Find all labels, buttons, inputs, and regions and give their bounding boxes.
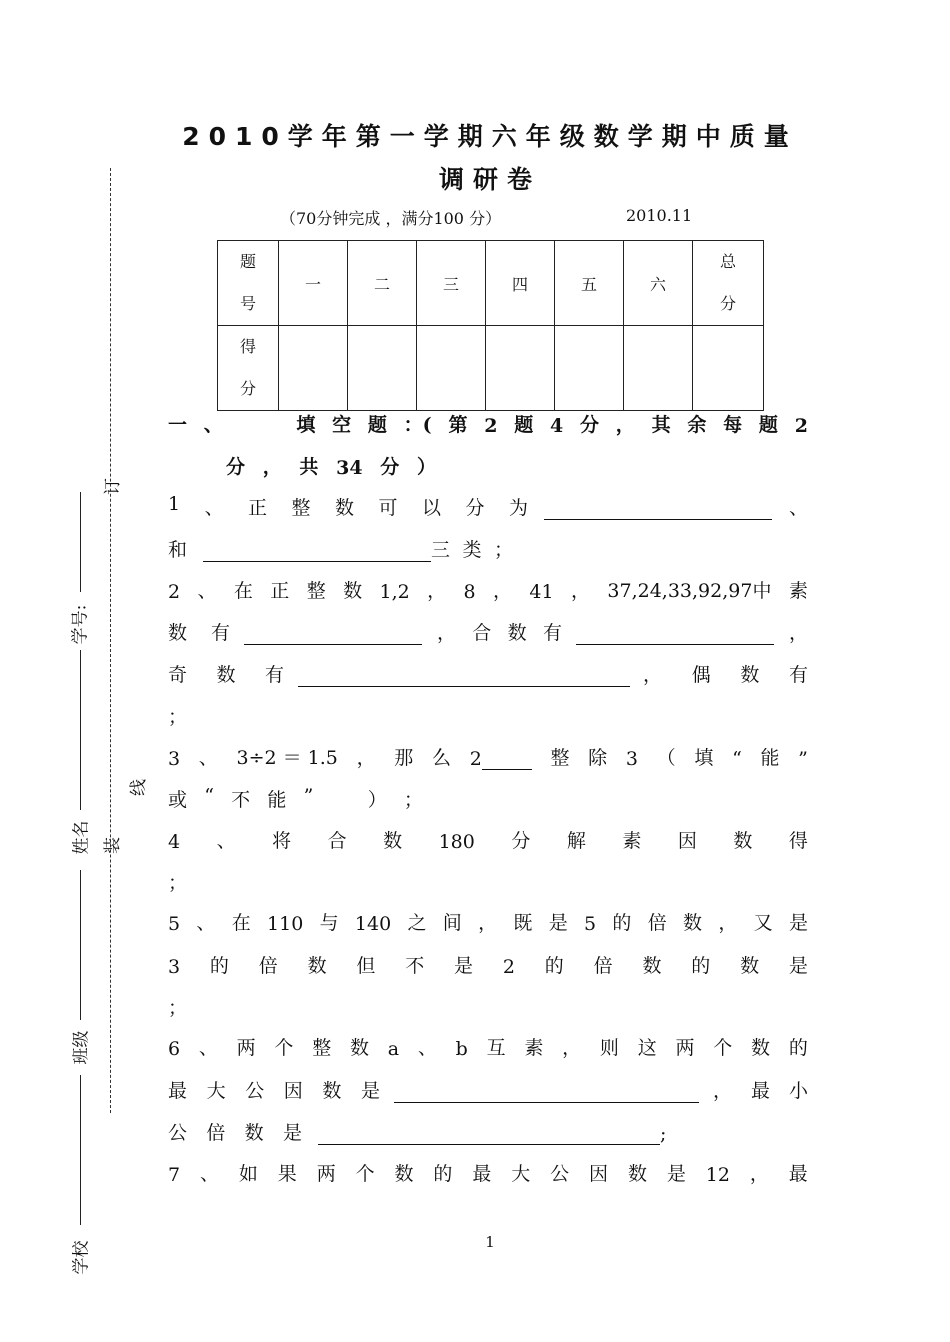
t: 2 bbox=[469, 748, 482, 770]
page-title-line2: 调研卷 bbox=[438, 165, 541, 194]
t: 既 bbox=[513, 912, 533, 934]
label-char: 分 bbox=[719, 294, 736, 313]
t: 是 bbox=[454, 955, 474, 977]
t: 数 bbox=[349, 1037, 369, 1059]
q2-line3 bbox=[168, 660, 808, 687]
t: 、 bbox=[198, 747, 218, 769]
t: 题 bbox=[367, 414, 387, 436]
t: 数 bbox=[383, 830, 403, 852]
exam-date: 2010.11 bbox=[626, 206, 693, 225]
t: 不 bbox=[231, 789, 251, 811]
t: 5 bbox=[584, 913, 597, 935]
t: 题 bbox=[514, 414, 534, 436]
t: 数 bbox=[335, 497, 355, 519]
t: 2 bbox=[794, 415, 808, 437]
t: 类 bbox=[462, 539, 482, 561]
answer-blank[interactable] bbox=[318, 1124, 660, 1145]
t: 一 bbox=[168, 414, 188, 436]
t: 空 bbox=[332, 414, 352, 436]
t: 、 bbox=[417, 1037, 437, 1059]
score-cell[interactable] bbox=[279, 326, 348, 411]
q7-line1 bbox=[168, 1159, 808, 1186]
t: 如 bbox=[238, 1163, 258, 1185]
t: “ bbox=[204, 785, 214, 807]
q3-line2 bbox=[168, 785, 808, 812]
answer-blank[interactable] bbox=[544, 499, 772, 520]
t: 140 bbox=[354, 913, 392, 935]
t: 数 bbox=[168, 622, 188, 644]
t: 数 bbox=[733, 830, 753, 852]
t: ” bbox=[798, 748, 808, 770]
t: 与 bbox=[319, 912, 339, 934]
answer-blank[interactable] bbox=[576, 624, 774, 645]
t: ） bbox=[367, 789, 387, 811]
score-table bbox=[217, 240, 764, 411]
t: 的 bbox=[788, 1037, 808, 1059]
t: 数 bbox=[216, 664, 236, 686]
t: 3 bbox=[168, 748, 181, 770]
t: 37,24,33,92,97中 bbox=[607, 580, 772, 602]
t: 数 bbox=[343, 580, 363, 602]
cell-total bbox=[693, 241, 764, 326]
score-cell[interactable] bbox=[693, 326, 764, 411]
t: 最 bbox=[472, 1163, 492, 1185]
t: 个 bbox=[274, 1037, 294, 1059]
t: 其 bbox=[651, 414, 671, 436]
t: 是 bbox=[548, 912, 568, 934]
t: 偶 bbox=[691, 664, 711, 686]
t: 7 bbox=[168, 1164, 181, 1186]
t: 分 bbox=[380, 456, 400, 478]
section1-heading-cont bbox=[226, 452, 436, 479]
t: 大 bbox=[511, 1163, 531, 1185]
table-row-header bbox=[218, 241, 764, 326]
t: ， bbox=[562, 1037, 582, 1059]
cell-col: 二 bbox=[348, 241, 417, 326]
t: 41 bbox=[529, 581, 554, 603]
t: 3 bbox=[625, 748, 638, 770]
t: 奇 bbox=[168, 664, 188, 686]
t: 有 bbox=[264, 664, 284, 686]
t: 素 bbox=[622, 830, 642, 852]
t: 倍 bbox=[593, 955, 613, 977]
t: ； bbox=[168, 872, 188, 894]
t: b bbox=[455, 1038, 468, 1060]
t: 分 bbox=[580, 414, 600, 436]
q4-line1 bbox=[168, 826, 808, 853]
label-char: 号 bbox=[239, 294, 256, 313]
t: ：( bbox=[403, 414, 432, 436]
t: 填 bbox=[694, 747, 714, 769]
q1-line2 bbox=[168, 535, 808, 562]
t: 数 bbox=[751, 1037, 771, 1059]
t: 6 bbox=[168, 1038, 181, 1060]
t: 有 bbox=[542, 622, 562, 644]
t: 、 bbox=[204, 497, 224, 519]
q2-line1 bbox=[168, 576, 808, 603]
t: 正 bbox=[248, 497, 268, 519]
t: “ bbox=[732, 748, 742, 770]
t: ， bbox=[478, 912, 498, 934]
t: 110 bbox=[267, 913, 304, 935]
t: 数 bbox=[307, 955, 327, 977]
t: 数 bbox=[244, 1122, 264, 1144]
q5-line1 bbox=[168, 908, 808, 935]
answer-blank[interactable] bbox=[394, 1082, 699, 1103]
t: 的 bbox=[612, 912, 632, 934]
t: ； bbox=[168, 997, 188, 1019]
t: 倍 bbox=[206, 1122, 226, 1144]
t: 正 bbox=[270, 580, 290, 602]
t: 在 bbox=[231, 912, 251, 934]
t: 每 bbox=[723, 414, 743, 436]
t: 的 bbox=[433, 1163, 453, 1185]
t: 以 bbox=[421, 497, 441, 519]
t: 间 bbox=[442, 912, 462, 934]
t: ； bbox=[168, 706, 188, 728]
t: （ bbox=[656, 747, 676, 769]
binding-zhuang: 装 bbox=[103, 837, 123, 854]
t: 公 bbox=[245, 1080, 265, 1102]
q5-line2 bbox=[168, 951, 808, 978]
score-cell[interactable] bbox=[348, 326, 417, 411]
cell-col: 三 bbox=[417, 241, 486, 326]
t: 、 bbox=[788, 497, 808, 519]
page-number: 1 bbox=[485, 1233, 495, 1251]
t: 2 bbox=[168, 581, 181, 603]
answer-blank[interactable] bbox=[244, 624, 422, 645]
q6-line2 bbox=[168, 1076, 808, 1103]
t: 不 bbox=[405, 955, 425, 977]
t: 公 bbox=[550, 1163, 570, 1185]
t: 公 bbox=[168, 1122, 188, 1144]
t: 共 bbox=[299, 456, 319, 478]
t: ； bbox=[403, 789, 423, 811]
t: 分 bbox=[226, 456, 246, 478]
t: 能 bbox=[760, 747, 780, 769]
t: 个 bbox=[713, 1037, 733, 1059]
q2-line4 bbox=[168, 702, 808, 729]
t: 分 bbox=[511, 830, 531, 852]
t: 除 bbox=[588, 747, 608, 769]
name-line bbox=[80, 650, 81, 810]
t: ） bbox=[416, 456, 436, 478]
t: ， bbox=[788, 622, 808, 644]
t: 的 bbox=[691, 955, 711, 977]
school-label: 学校 bbox=[71, 1240, 92, 1275]
t: 8 bbox=[463, 581, 476, 603]
name-label: 姓名 bbox=[71, 820, 92, 855]
t: ， bbox=[436, 622, 456, 644]
t: 最 bbox=[750, 1080, 770, 1102]
t: 第 bbox=[448, 414, 468, 436]
q5-line3 bbox=[168, 993, 808, 1020]
score-cell[interactable] bbox=[555, 326, 624, 411]
t: 3 bbox=[168, 956, 181, 978]
t: 为 bbox=[508, 497, 528, 519]
t: 素 bbox=[524, 1037, 544, 1059]
t: 3÷2 ＝ 1.5 bbox=[236, 747, 338, 769]
t: 、 bbox=[198, 1037, 218, 1059]
t: 、 bbox=[216, 830, 236, 852]
t: 将 bbox=[272, 830, 292, 852]
t: 整 bbox=[291, 497, 311, 519]
t: 是 bbox=[788, 955, 808, 977]
t: 两 bbox=[675, 1037, 695, 1059]
t: 、 bbox=[196, 912, 216, 934]
t: 这 bbox=[637, 1037, 657, 1059]
t: 因 bbox=[677, 830, 697, 852]
t: 、 bbox=[199, 1163, 219, 1185]
binding-xian: 线 bbox=[129, 779, 149, 796]
t: 1 bbox=[168, 493, 181, 515]
label-char: 题 bbox=[239, 252, 256, 271]
t: 数 bbox=[627, 1163, 647, 1185]
t: 果 bbox=[277, 1163, 297, 1185]
t: 但 bbox=[356, 955, 376, 977]
t: 整 bbox=[550, 747, 570, 769]
score-cell[interactable] bbox=[417, 326, 486, 411]
binding-ding: 订 bbox=[103, 478, 123, 495]
t: 34 bbox=[336, 457, 363, 479]
q1-line1 bbox=[168, 493, 808, 520]
t: 的 bbox=[209, 955, 229, 977]
t: 1,2 bbox=[379, 581, 410, 603]
t: 大 bbox=[206, 1080, 226, 1102]
student-id-label: 学号: bbox=[70, 604, 91, 645]
t: 能 bbox=[267, 789, 287, 811]
t: 那 bbox=[394, 747, 414, 769]
t: a bbox=[387, 1038, 400, 1060]
t: 2 bbox=[484, 415, 498, 437]
t: 整 bbox=[312, 1037, 332, 1059]
t: 180 bbox=[438, 831, 475, 853]
t: 最 bbox=[788, 1163, 808, 1185]
q3-line1 bbox=[168, 743, 808, 770]
t: 数 bbox=[642, 955, 662, 977]
cell-label bbox=[218, 241, 279, 326]
answer-blank[interactable] bbox=[298, 666, 630, 687]
t: 又 bbox=[753, 912, 773, 934]
class-line bbox=[80, 870, 81, 1020]
answer-blank[interactable] bbox=[482, 749, 532, 770]
t: 分 bbox=[465, 497, 485, 519]
t: 余 bbox=[687, 414, 707, 436]
t: ， bbox=[571, 580, 591, 602]
t: 小 bbox=[788, 1080, 808, 1102]
t: 合 bbox=[472, 622, 492, 644]
t: 题 bbox=[758, 414, 778, 436]
t: 因 bbox=[283, 1080, 303, 1102]
t: 互 bbox=[486, 1037, 506, 1059]
t: ， bbox=[643, 664, 663, 686]
t: 、 bbox=[197, 580, 217, 602]
t: 在 bbox=[233, 580, 253, 602]
label-char: 分 bbox=[239, 379, 256, 398]
t: ； bbox=[493, 539, 513, 561]
q4-line2 bbox=[168, 868, 808, 895]
t: 么 bbox=[431, 747, 451, 769]
cell-col: 四 bbox=[486, 241, 555, 326]
t: 是 bbox=[666, 1163, 686, 1185]
score-cell[interactable] bbox=[624, 326, 693, 411]
cell-col: 五 bbox=[555, 241, 624, 326]
label-char: 得 bbox=[239, 337, 256, 356]
t: 可 bbox=[378, 497, 398, 519]
t: 数 bbox=[683, 912, 703, 934]
cell-label bbox=[218, 326, 279, 411]
t: ， bbox=[718, 912, 738, 934]
t: 12 bbox=[705, 1164, 730, 1186]
t: 填 bbox=[296, 414, 316, 436]
t: 之 bbox=[407, 912, 427, 934]
t: 倍 bbox=[647, 912, 667, 934]
t: ， bbox=[427, 580, 447, 602]
t: 或 bbox=[168, 789, 188, 811]
student-id-line bbox=[80, 492, 81, 592]
answer-blank[interactable] bbox=[203, 541, 431, 562]
t: 数 bbox=[394, 1163, 414, 1185]
t: ， bbox=[713, 1080, 733, 1102]
t: 是 bbox=[282, 1122, 302, 1144]
q6-line3 bbox=[168, 1118, 808, 1145]
label-char: 总 bbox=[719, 252, 736, 271]
t: 的 bbox=[544, 955, 564, 977]
t: 5 bbox=[168, 913, 181, 935]
t: ， bbox=[749, 1163, 769, 1185]
t: 是 bbox=[788, 912, 808, 934]
t: 数 bbox=[507, 622, 527, 644]
t: 倍 bbox=[258, 955, 278, 977]
t: ， bbox=[615, 414, 635, 436]
q2-line2 bbox=[168, 618, 808, 645]
t: 和 bbox=[168, 539, 188, 561]
t: 因 bbox=[589, 1163, 609, 1185]
cell-col: 六 bbox=[624, 241, 693, 326]
cell-col: 一 bbox=[279, 241, 348, 326]
t: 两 bbox=[316, 1163, 336, 1185]
t: 合 bbox=[327, 830, 347, 852]
t: 是 bbox=[360, 1080, 380, 1102]
t: 素 bbox=[788, 580, 808, 602]
school-line bbox=[80, 1075, 81, 1225]
subtitle: （70分钟完成 ，满分100 分） bbox=[280, 209, 502, 228]
page-title-line1: 2010学年第一学期六年级数学期中质量 bbox=[182, 122, 798, 151]
t: ” bbox=[303, 785, 314, 807]
t: 4 bbox=[550, 415, 564, 437]
t: 4 bbox=[168, 831, 181, 853]
t: 整 bbox=[306, 580, 326, 602]
q6-line1 bbox=[168, 1033, 808, 1060]
t: ， bbox=[262, 456, 282, 478]
binding-dashed-line bbox=[110, 168, 111, 1113]
t: 解 bbox=[566, 830, 586, 852]
t: ， bbox=[356, 747, 376, 769]
section1-heading bbox=[168, 410, 808, 437]
t: 、 bbox=[203, 414, 223, 436]
t: 得 bbox=[788, 830, 808, 852]
t: 则 bbox=[599, 1037, 619, 1059]
class-label: 班级 bbox=[71, 1030, 92, 1065]
t: 三 bbox=[431, 539, 451, 561]
score-cell[interactable] bbox=[486, 326, 555, 411]
t: 2 bbox=[502, 956, 515, 978]
t: 有 bbox=[788, 664, 808, 686]
t: 数 bbox=[740, 664, 760, 686]
table-row-score bbox=[218, 326, 764, 411]
t: 数 bbox=[322, 1080, 342, 1102]
t: 数 bbox=[740, 955, 760, 977]
t: 最 bbox=[168, 1080, 188, 1102]
t: 个 bbox=[355, 1163, 375, 1185]
t: 有 bbox=[210, 622, 230, 644]
t: 两 bbox=[236, 1037, 256, 1059]
t: ; bbox=[660, 1123, 667, 1145]
t: ， bbox=[493, 580, 513, 602]
